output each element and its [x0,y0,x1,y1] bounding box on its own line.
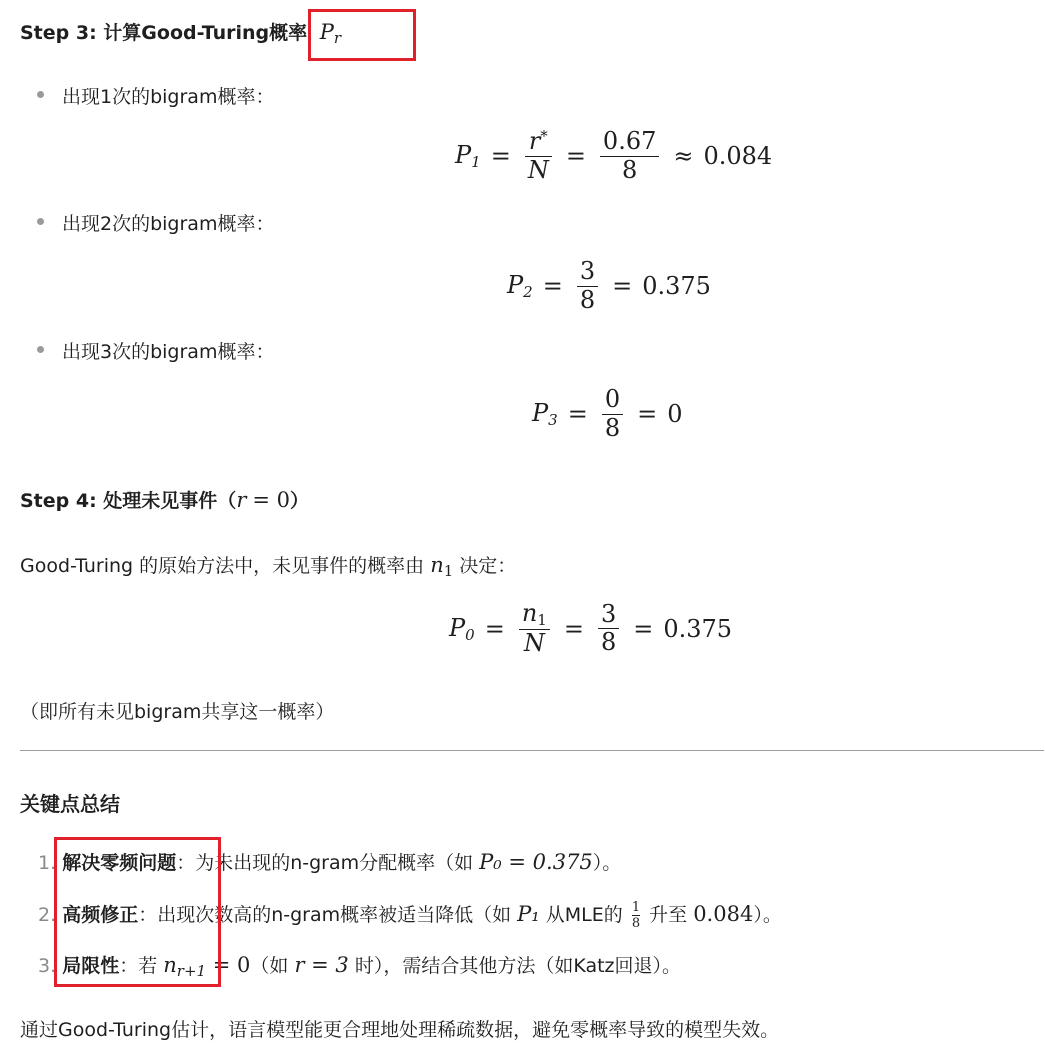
equation-p3: $P_3$ = $\frac{0}{8}$ = 0 [532,385,683,442]
equation-p0: $P_0$ = $\frac{n_1}{N}$ = $\frac{3}{8}$ = 0.375 [449,599,733,658]
summary-point-2: 2. 高频修正：出现次数高的n-gram概率被适当降低（如 P₁ 从MLE的 $\frac{1}{8}$ 升至 0.084）。 [38,900,782,931]
step3-heading-tail: 概率 [269,22,308,44]
highlight-box-step3 [308,9,416,61]
step4-heading: Step 4: 处理未见事件（r = 0） [20,488,310,512]
list-item-label: 出现1次的bigram概率： [62,86,275,108]
step3-heading [20,18,341,47]
bullet-icon [37,346,44,353]
list-item-label: 出现2次的bigram概率： [62,213,275,235]
equation-p2: $P_2$ = $\frac{3}{8}$ = 0.375 [507,257,711,314]
note-text: （即所有未见bigram共享这一概率） [20,701,335,723]
highlight-box-summary [54,837,221,987]
step3-heading-math: $P_r$ [319,20,342,47]
equation-p1: $P_1$ = $\frac{r^*}{N}$ = $\frac{0.67}{8}$ ≈ 0.084 [455,127,773,184]
bullet-icon [37,218,44,225]
section-divider [20,750,1044,751]
conclusion-text: 通过Good-Turing估计，语言模型能更合理地处理稀疏数据，避免零概率导致的模型失效。 [20,1019,780,1041]
bullet-icon [37,91,44,98]
step4-intro: Good-Turing 的原始方法中，未见事件的概率由 $n_1$ 决定： [20,553,517,580]
summary-heading: 关键点总结 [20,792,120,816]
step3-heading-text: Step 3: 计算Good-Turing [20,22,270,44]
summary-point-3: 3. 局限性：若 $n_{r+1} = 0$（如 r = 3 时），需结合其他方法（如Katz回退）。 [38,953,682,980]
summary-point-1: 1. 解决零频问题：为未出现的n-gram分配概率（如 P₀ = 0.375）。 [38,850,622,874]
list-item-label: 出现3次的bigram概率： [62,341,275,363]
